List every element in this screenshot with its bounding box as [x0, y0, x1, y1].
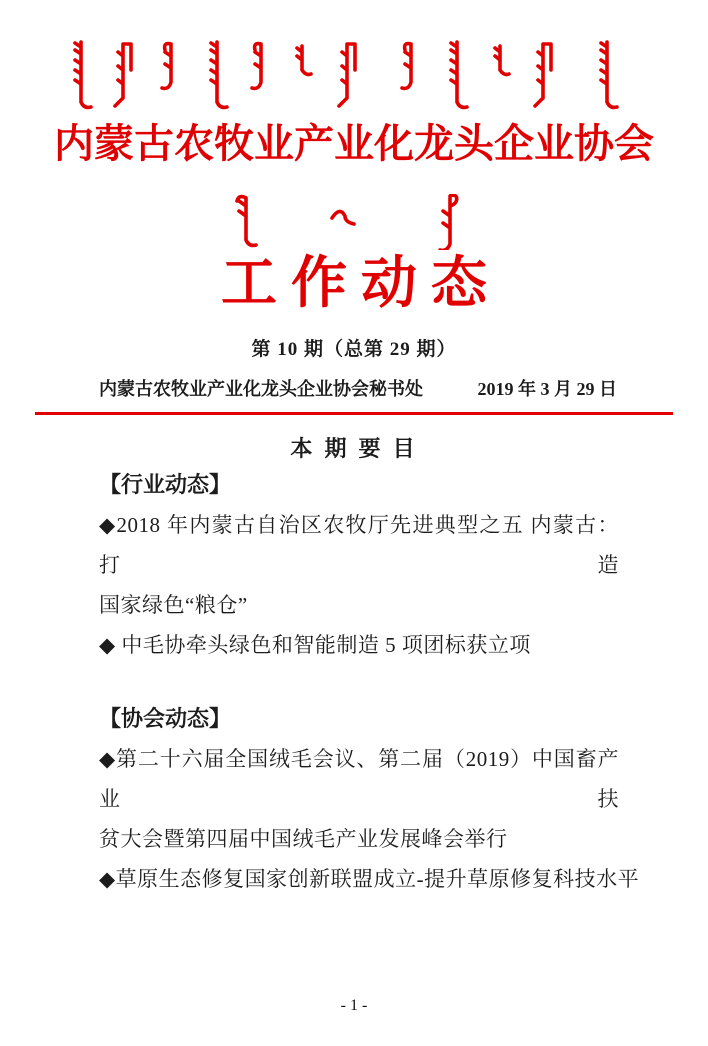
section-title: 【行业动态】 [99, 472, 232, 497]
contents-list [99, 471, 640, 899]
publisher-row [99, 377, 617, 401]
section-industry-news [99, 471, 619, 665]
mongolian-script-middle [0, 194, 708, 248]
mongolian-script-top [0, 40, 708, 112]
mongolian-script-middle-icon [234, 194, 474, 250]
divider-rule [35, 412, 673, 415]
toc-line: ◆第二十六届全国绒毛会议、第二届（2019）中国畜产业扶 [99, 747, 619, 811]
mongolian-script-top-icon [69, 40, 639, 112]
contents-heading: 本 期 要 目 [290, 436, 418, 461]
org-title: 内蒙古农牧业产业化龙头企业协会 [54, 121, 654, 166]
toc-item [99, 739, 619, 859]
toc-line: ◆草原生态修复国家创新联盟成立-提升草原修复科技水平 [99, 867, 640, 891]
section-association-news [99, 705, 640, 899]
publisher: 内蒙古农牧业产业化龙头企业协会秘书处 [99, 379, 423, 399]
document-page [0, 40, 708, 1046]
issue-number: 第 10 期（总第 29 期） [251, 339, 457, 360]
toc-item [99, 625, 619, 665]
toc-item [99, 505, 619, 625]
bulletin-title: 工作动态 [221, 253, 501, 315]
publish-date: 2019 年 3 月 29 日 [477, 379, 617, 399]
toc-line: 国家绿色“粮仓” [99, 593, 248, 617]
toc-line: ◆ 中毛协牵头绿色和智能制造 5 项团标获立项 [99, 633, 531, 657]
section-title: 【协会动态】 [99, 706, 232, 731]
page-number: - 1 - [340, 997, 368, 1014]
toc-line: ◆2018 年内蒙古自治区农牧厅先进典型之五 内蒙古：打造 [99, 513, 619, 577]
toc-item [99, 859, 640, 899]
toc-line: 贫大会暨第四届中国绒毛产业发展峰会举行 [99, 827, 508, 851]
